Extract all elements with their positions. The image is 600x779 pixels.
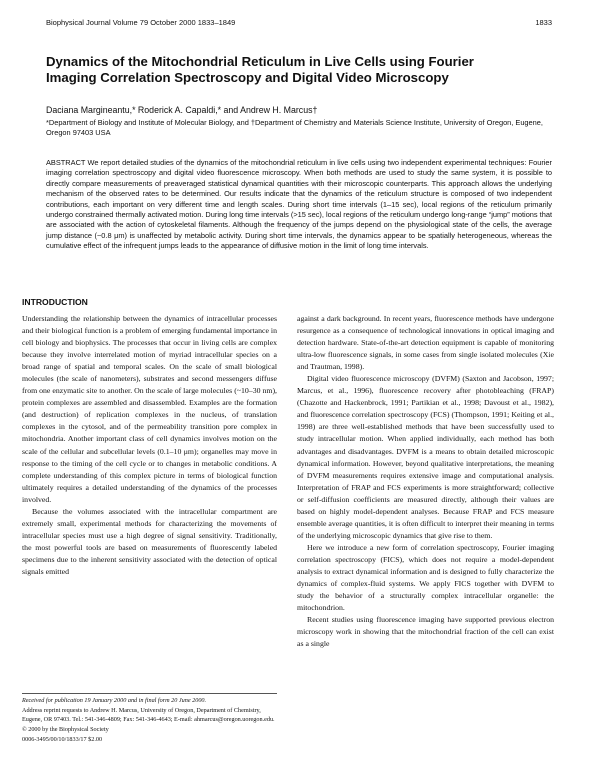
body-column-left	[22, 313, 277, 578]
running-head	[46, 18, 552, 30]
page-number: 1833	[535, 18, 552, 27]
received-date-note: Received for publication 19 January 2000 and in final form 20 June 2000.	[22, 697, 207, 704]
body-paragraph: Here we introduce a new form of correlation spectroscopy, Fourier imaging correlation spectroscopy (FICS), which does not require a model-dependent analysis to extract dynamical information and is designed to fully characterize the dynamics of complex-fluid systems. We apply FICS together with DVFM to study the behavior of a structurally complex intracellular organelle: the mitochondrion.	[297, 542, 554, 613]
copyright-note: © 2000 by the Biophysical Society	[22, 725, 109, 733]
article-title: Dynamics of the Mitochondrial Reticulum in Live Cells using Fourier Imaging Correlation Spectroscopy and Digital Video Microscopy	[46, 54, 474, 85]
author-list: Daciana Margineantu,* Roderick A. Capaldi,* and Andrew H. Marcus†	[46, 105, 318, 115]
body-paragraph: Digital video fluorescence microscopy (DVFM) (Saxton and Jacobson, 1997; Marcus, et al., 1996), fluorescence recovery after photobleaching (FRAP) (Chazotte and Hackenbrock, 1991; Partikian et al., 1998; Davoust et al., 1982), and fluorescence correlation spectroscopy (FCS) (Thompson, 1991; Keiting et al., 1998) are three well-established methods that have been successfully used to study intracellular motion. When applied individually, each method has both advantages and disadvantages. DVFM is a means to obtain detailed microscopic dynamical information. However, beyond qualitative interpretations, the meaning of DVFM measurements requires extensive image and computational analysis. Interpretation of FRAP and FCS experiments is more straightforward; collective or self-diffusion coefficients are measured directly, although their values are based on highly model-dependent analyses. Because FRAP and FCS measure ensemble average quantities, it is often difficult to interpret their meaning in terms of the underlying microscopic dynamics that give rise to them.	[297, 374, 554, 540]
footnotes	[22, 697, 277, 746]
body-column-right	[297, 313, 554, 650]
body-paragraph: Recent studies using fluorescence imaging have supported previous electron microscopy work in showing that the mitochondrial fraction of the cell can exist as a single	[297, 615, 554, 649]
abstract: ABSTRACT We report detailed studies of the dynamics of the mitochondrial reticulum in live cells using two independent experimental techniques: Fourier imaging correlation spectroscopy and digital video fluorescence microscopy. When both methods are used to study the same system, it is possible to directly compare measurements of preaveraged statistical dynamical quantities with their microscopic counterparts. This approach allows the underlying mechanism of the observed rates to be determined. Our results indicate that the dynamics of the reticulum structure is composed of two independent contributions, each important on very different time and length scales. During short time intervals (1–15 sec), local regions of the reticulum primarily undergo constrained thermally activated motion. During long time intervals (>15 sec), local regions of the reticulum undergo long-range “jump” motions that are associated with the action of cytoskeletal filaments. Although the frequency of the jumps depend on the physiological state of the cells, the average jump distance (~0.8 μm) is unaffected by metabolic activity. During short time intervals, the dynamics appear to be spatially heterogeneous, whereas the cumulative effect of the infrequent jumps leads to the appearance of diffusive motion in the limit of long time intervals.	[46, 158, 552, 251]
reprint-address-note: Address reprint requests to Andrew H. Marcus, University of Oregon, Department of Chemistry, Eugene, OR 97403. Tel.: 541-346-4809; Fax: 541-346-4643; E-mail: ahmarcus@oregon.uoregon.edu.	[22, 707, 275, 723]
journal-citation: Biophysical Journal Volume 79 October 2000 1833–1849	[46, 18, 236, 27]
body-paragraph: against a dark background. In recent years, fluorescence methods have undergone resurgence as a consequence of technological innovations in optical imaging and detection hardware. State-of-the-art detection equipment is capable of monitoring ultra-low fluorescence signals, in some cases from single isolated molecules (Xie and Trautman, 1998).	[297, 314, 554, 372]
author-affiliations: *Department of Biology and Institute of Molecular Biology, and †Department of Chemistry and Materials Science Institute, University of Oregon, Eugene, Oregon 97403 USA	[46, 118, 543, 138]
issn-note: 0006-3495/00/10/1833/17 $2.00	[22, 735, 103, 743]
footnote-divider	[22, 693, 277, 694]
section-heading-introduction: INTRODUCTION	[22, 297, 88, 307]
body-paragraph: Because the volumes associated with the intracellular compartment are extremely small, experimental methods for characterizing the movements of intracellular species must use a high degree of signal sensitivity. Traditionally, the most powerful tools are based on measurements of fluorescently labeled specimens due to the inherent sensitivity associated with the detection of optical signals emitted	[22, 506, 277, 576]
body-paragraph: Understanding the relationship between the dynamics of intracellular processes and their biological function is a problem of emerging fundamental importance in cell biology and biophysics. The processes that occur in living cells are complex because they involve interrelated motion of myriad intracellular species on a broad range of spatial and temporal scales. On the scale of small biological molecules (the scale of nanometers), substrates and second messengers diffuse from one enzymatic site to another. On the scale of large molecules (~10–30 nm), protein complexes are assembled and disassembled. Examples are the formation (and destruction) of replication complexes in the nucleus, of translation complexes in the cytosol, and of the permeability transition pore complex in mitochondria. Another important class of cell dynamics involves motion on the scale of the cellular and subcellular levels (0.1–10 μm); organelles may move in response to the timing of the cell cycle or to changes in metabolic conditions. A complete understanding of this complex picture in terms of biological function ultimately requires a detailed understanding of the dynamics of the processes involved.	[22, 314, 277, 504]
